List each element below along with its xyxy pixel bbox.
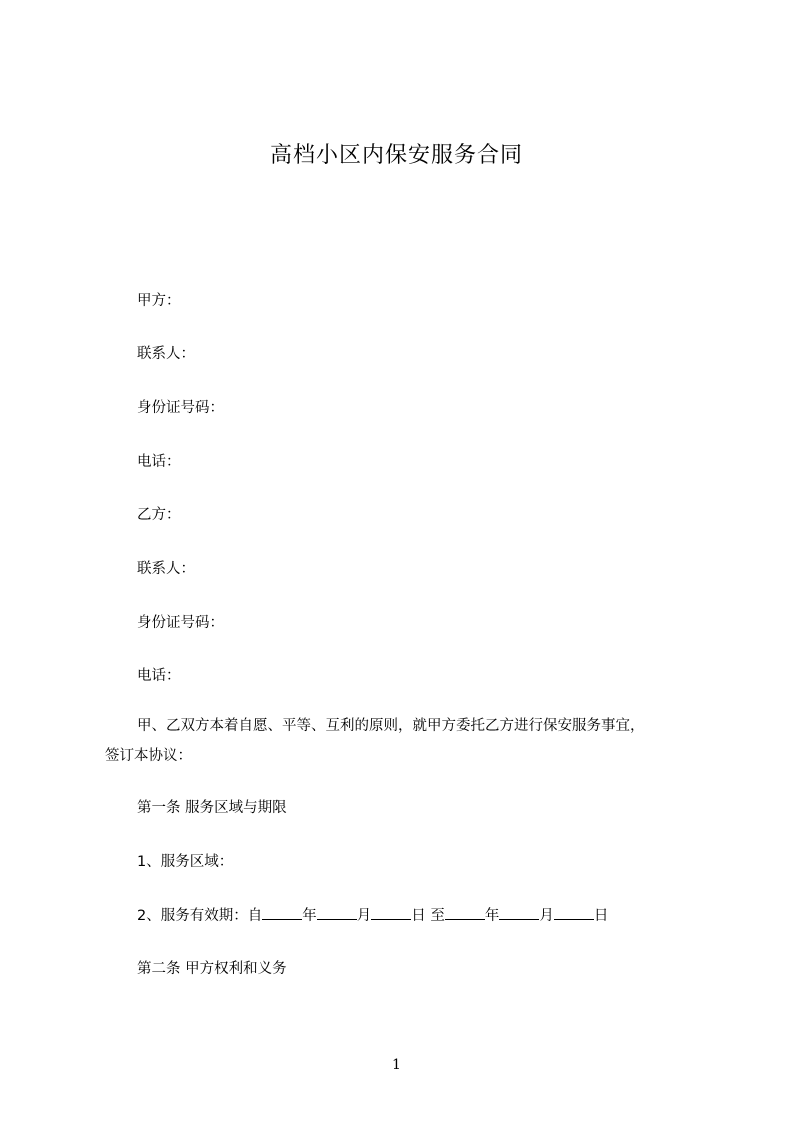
end-day-unit: 日: [593, 908, 609, 924]
start-day-unit: 日: [411, 908, 426, 924]
preamble-line-1: 甲、乙双方本着自愿、平等、互利的原则，就甲方委托乙方进行保安服务事宜，: [137, 718, 645, 734]
service-period-prefix: 2、服务有效期：自: [137, 908, 263, 924]
party-a-label: 甲方：: [137, 293, 181, 309]
to-separator: 至: [425, 908, 445, 924]
start-year-unit: 年: [302, 908, 317, 924]
service-period-line: [137, 905, 608, 926]
end-day-blank: [554, 905, 594, 920]
article-1-heading: 第一条 服务区域与期限: [137, 800, 287, 816]
end-month-unit: 月: [539, 908, 554, 924]
start-day-blank: [371, 905, 411, 920]
page-number: 1: [392, 1057, 401, 1073]
preamble-line-2: 签订本协议：: [105, 748, 192, 764]
end-year-unit: 年: [484, 908, 500, 924]
document-title: 高档小区内保安服务合同: [269, 143, 523, 168]
party-a-contact-label: 联系人：: [137, 346, 195, 362]
party-b-id-number-label: 身份证号码：: [137, 615, 224, 631]
party-a-phone-label: 电话：: [137, 454, 181, 470]
start-year-blank: [262, 905, 302, 920]
end-month-blank: [499, 905, 539, 920]
party-b-label: 乙方：: [137, 507, 181, 523]
end-year-blank: [445, 905, 485, 920]
preamble-paragraph: [105, 711, 695, 771]
party-b-phone-label: 电话：: [137, 668, 181, 684]
party-a-id-number-label: 身份证号码：: [137, 400, 224, 416]
party-b-contact-label: 联系人：: [137, 561, 195, 577]
start-month-blank: [317, 905, 357, 920]
service-area-label: 1、服务区域：: [137, 854, 234, 870]
article-2-heading: 第二条 甲方权利和义务: [137, 961, 287, 977]
start-month-unit: 月: [356, 908, 372, 924]
